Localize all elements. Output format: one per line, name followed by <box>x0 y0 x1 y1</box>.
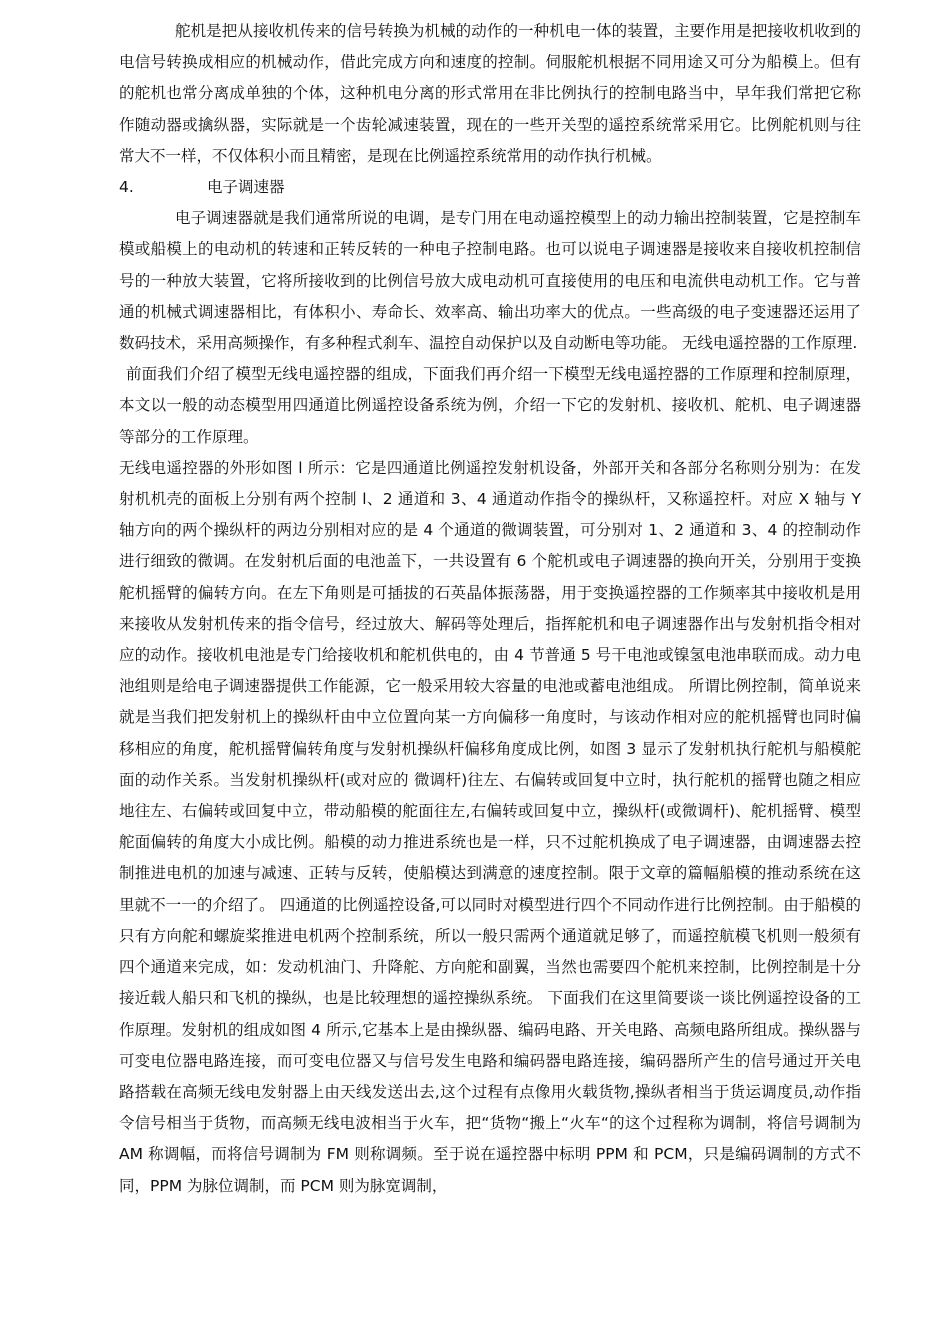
section-title: 电子调速器 <box>207 178 285 197</box>
section-number: 4. <box>119 178 134 197</box>
paragraph-servo: 舵机是把从接收机传来的信号转换为机械的动作的一种机电一体的装置，主要作用是把接收机收到的电信号转换成相应的机械动作，借此完成方向和速度的控制。伺服舵机根据不同用途又可分为船模上。但有的舵机也常分离成单独的个体，这种机电分离的形式常用在非比例执行的控制电路当中，早年我们常把它称作随动器或擒纵器，实际就是一个齿轮减速装置，现在的一些开关型的遥控系统常采用它。比例舵机则与往常大不一样，不仅体积小而且精密，是现在比例遥控系统常用的动作执行机械。 <box>119 22 861 165</box>
paragraph-transmitter: 无线电遥控器的外形如图 l 所示：它是四通道比例遥控发射机设备，外部开关和各部分名称则分别为：在发射机机壳的面板上分别有两个控制 l、2 通道和 3、4 通道动作指令的操纵杆，又称遥控杆。对应 X 轴与 Y 轴方向的两个操纵杆的两边分别相对应的是 4 个通道的微调装置，可分别对 1、2 通道和 3、4 的控制动作进行细致的微调。在发射机后面的电池盖下，一共设置有 6 个舵机或电子调速器的换向开关，分别用于变换舵机摇臂的偏转方向。在左下角则是可插拔的石英晶体振荡器，用于变换遥控器的工作频率其中接收机是用来接收从发射机传来的指令信号，经过放大、解码等处理后，指挥舵机和电子调速器作出与发射机指令相对应的动作。接收机电池是专门给接收机和舵机供电的，由 4 节普通 5 号干电池或镍氢电池串联而成。动力电池组则是给电子调速器提供工作能源，它一般采用较大容量的电池或蓄电池组成。 所谓比例控制，简单说来就是当我们把发射机上的操纵杆由中立位置向某一方向偏移一角度时，与该动作相对应的舵机摇臂也同时偏移相应的角度，舵机摇臂偏转角度与发射机操纵杆偏移角度成比例，如图 3 显示了发射机执行舵机与船模舵面的动作关系。当发射机操纵杆(或对应的 微调杆)往左、右偏转或回复中立时，执行舵机的摇臂也随之相应地往左、右偏转或回复中立，带动船模的舵面往左,右偏转或回复中立，操纵杆(或微调杆)、舵机摇臂、模型舵面偏转的角度大小成比例。船模的动力推进系统也是一样，只不过舵机换成了电子调速器，由调速器去控制推进电机的加速与减速、正转与反转，使船模达到满意的速度控制。限于文章的篇幅船模的推动系统在这里就不一一的介绍了。 四通道的比例遥控设备,可以同时对模型进行四个不同动作进行比例控制。由于船模的只有方向舵和螺旋桨推进电机两个控制系统，所以一般只需两个通道就足够了，而遥控航模飞机则一般须有四个通道来完成，如：发动机油门、升降舵、方向舵和副翼，当然也需要四个舵机来控制，比例控制是十分接近载人船只和飞机的操纵，也是比较理想的遥控操纵系统。 下面我们在这里简要谈一谈比例遥控设备的工作原理。发射机的组成如图 4 所示,它基本上是由操纵器、编码电路、开关电路、高频电路所组成。操纵器与可变电位器电路连接，而可变电位器又与信号发生电路和编码器电路连接，编码器所产生的信号通过开关电路搭载在高频无线电发射器上由天线发送出去,这个过程有点像用火载货物,操纵者相当于货运调度员,动作指令信号相当于货物，而高频无线电波相当于火车，把“货物“搬上“火车“的这个过程称为调制，将信号调制为 AM 称调幅，而将信号调制为 FM 则称调频。至于说在遥控器中标明 PPM 和 PCM，只是编码调制的方式不同，PPM 为脉位调制，而 PCM 则为脉宽调制， <box>119 458 861 1195</box>
paragraph-esc: 电子调速器就是我们通常所说的电调，是专门用在电动遥控模型上的动力输出控制装置，它是控制车模或船模上的电动机的转速和正转反转的一种电子控制电路。也可以说电子调速器是接收来自接收机控制信号的一种放大装置，它将所接收到的比例信号放大成电动机可直接使用的电压和电流供电动机工作。它与普通的机械式调速器相比，有体积小、寿命长、效率高、输出功率大的优点。一些高级的电子变速器还运用了数码技术，采用高频操作，有多种程式刹车、温控自动保护以及自动断电等功能。 无线电遥控器的工作原理. <box>119 209 861 353</box>
paragraph-principle-intro: 前面我们介绍了模型无线电遥控器的组成，下面我们再介绍一下模型无线电遥控器的工作原理和控制原理，本文以一般的动态模型用四通道比例遥控设备系统为例，介绍一下它的发射机、接收机、舵机、电子调速器等部分的工作原理。 <box>119 365 861 446</box>
section-heading <box>119 172 861 203</box>
document-page <box>119 16 861 1202</box>
